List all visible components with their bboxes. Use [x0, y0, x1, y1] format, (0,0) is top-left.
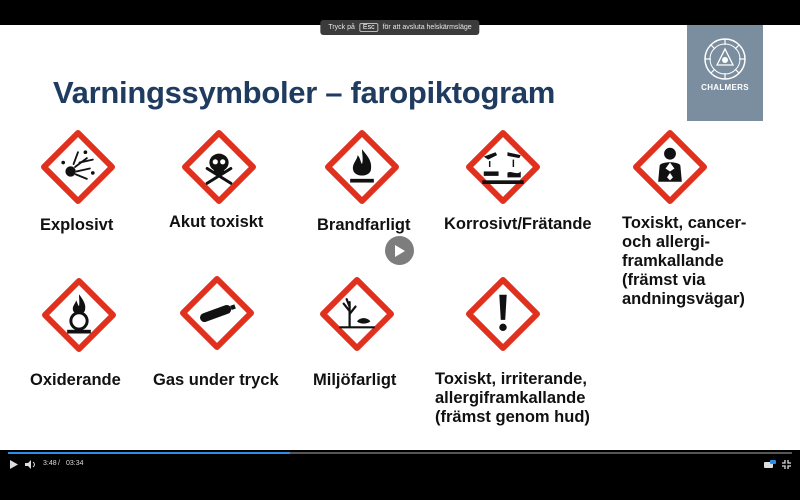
exclamation-mark-icon: [466, 277, 540, 351]
pictogram-label-multiline: Toxiskt, cancer- och allergi- framkallande (främst via andningsvägar): [622, 214, 747, 308]
video-slide[interactable]: [0, 25, 800, 450]
fullscreen-button[interactable]: [782, 459, 791, 470]
gas-cylinder-icon: [180, 276, 254, 350]
fullscreen-notice-prefix: Tryck på: [328, 24, 355, 31]
current-time: 3:48: [43, 460, 57, 467]
pictogram-label: Explosivt: [40, 216, 114, 234]
pictogram-label: Brandfarligt: [317, 216, 411, 234]
play-icon: [10, 460, 18, 469]
slide-title: Varningssymboler – faropiktogram: [53, 75, 556, 110]
flame-icon: [325, 130, 399, 204]
corrosion-icon: [466, 130, 540, 204]
captions-button[interactable]: [764, 459, 776, 470]
fullscreen-notice: [320, 20, 479, 35]
volume-button[interactable]: [25, 459, 36, 470]
chalmers-emblem-icon: [703, 37, 747, 81]
pictogram-label: Akut toxiskt: [169, 213, 264, 231]
progress-bar[interactable]: [8, 452, 792, 454]
exploding-bomb-icon: [41, 130, 115, 204]
pictogram-label: Gas under tryck: [153, 371, 279, 389]
flame-over-circle-icon: [42, 278, 116, 352]
video-controls: [0, 450, 800, 500]
health-hazard-icon: [633, 130, 707, 204]
pictogram-label-multiline: Toxiskt, irriterande, allergiframkallande (främst genom hud): [435, 370, 590, 426]
pictogram-label: Korrosivt/Frätande: [444, 215, 592, 233]
time-separator: /: [58, 460, 60, 467]
esc-key-hint[interactable]: Esc: [359, 23, 379, 32]
duration: 03:34: [66, 460, 84, 467]
progress-fill: [8, 452, 290, 454]
skull-crossbones-icon: [182, 130, 256, 204]
play-icon: [394, 244, 406, 258]
pictogram-label: Oxiderande: [30, 371, 121, 389]
fullscreen-notice-suffix: för att avsluta helskärmsläge: [382, 24, 472, 31]
chat-icon: [764, 460, 776, 470]
chalmers-logo: [687, 25, 763, 121]
fullscreen-exit-icon: [782, 460, 791, 469]
play-button[interactable]: [10, 459, 18, 470]
volume-icon: [25, 460, 36, 469]
logo-text: CHALMERS: [701, 83, 749, 92]
pictogram-label: Miljöfarligt: [313, 371, 397, 389]
environment-icon: [320, 277, 394, 351]
play-overlay-button[interactable]: [385, 236, 414, 265]
